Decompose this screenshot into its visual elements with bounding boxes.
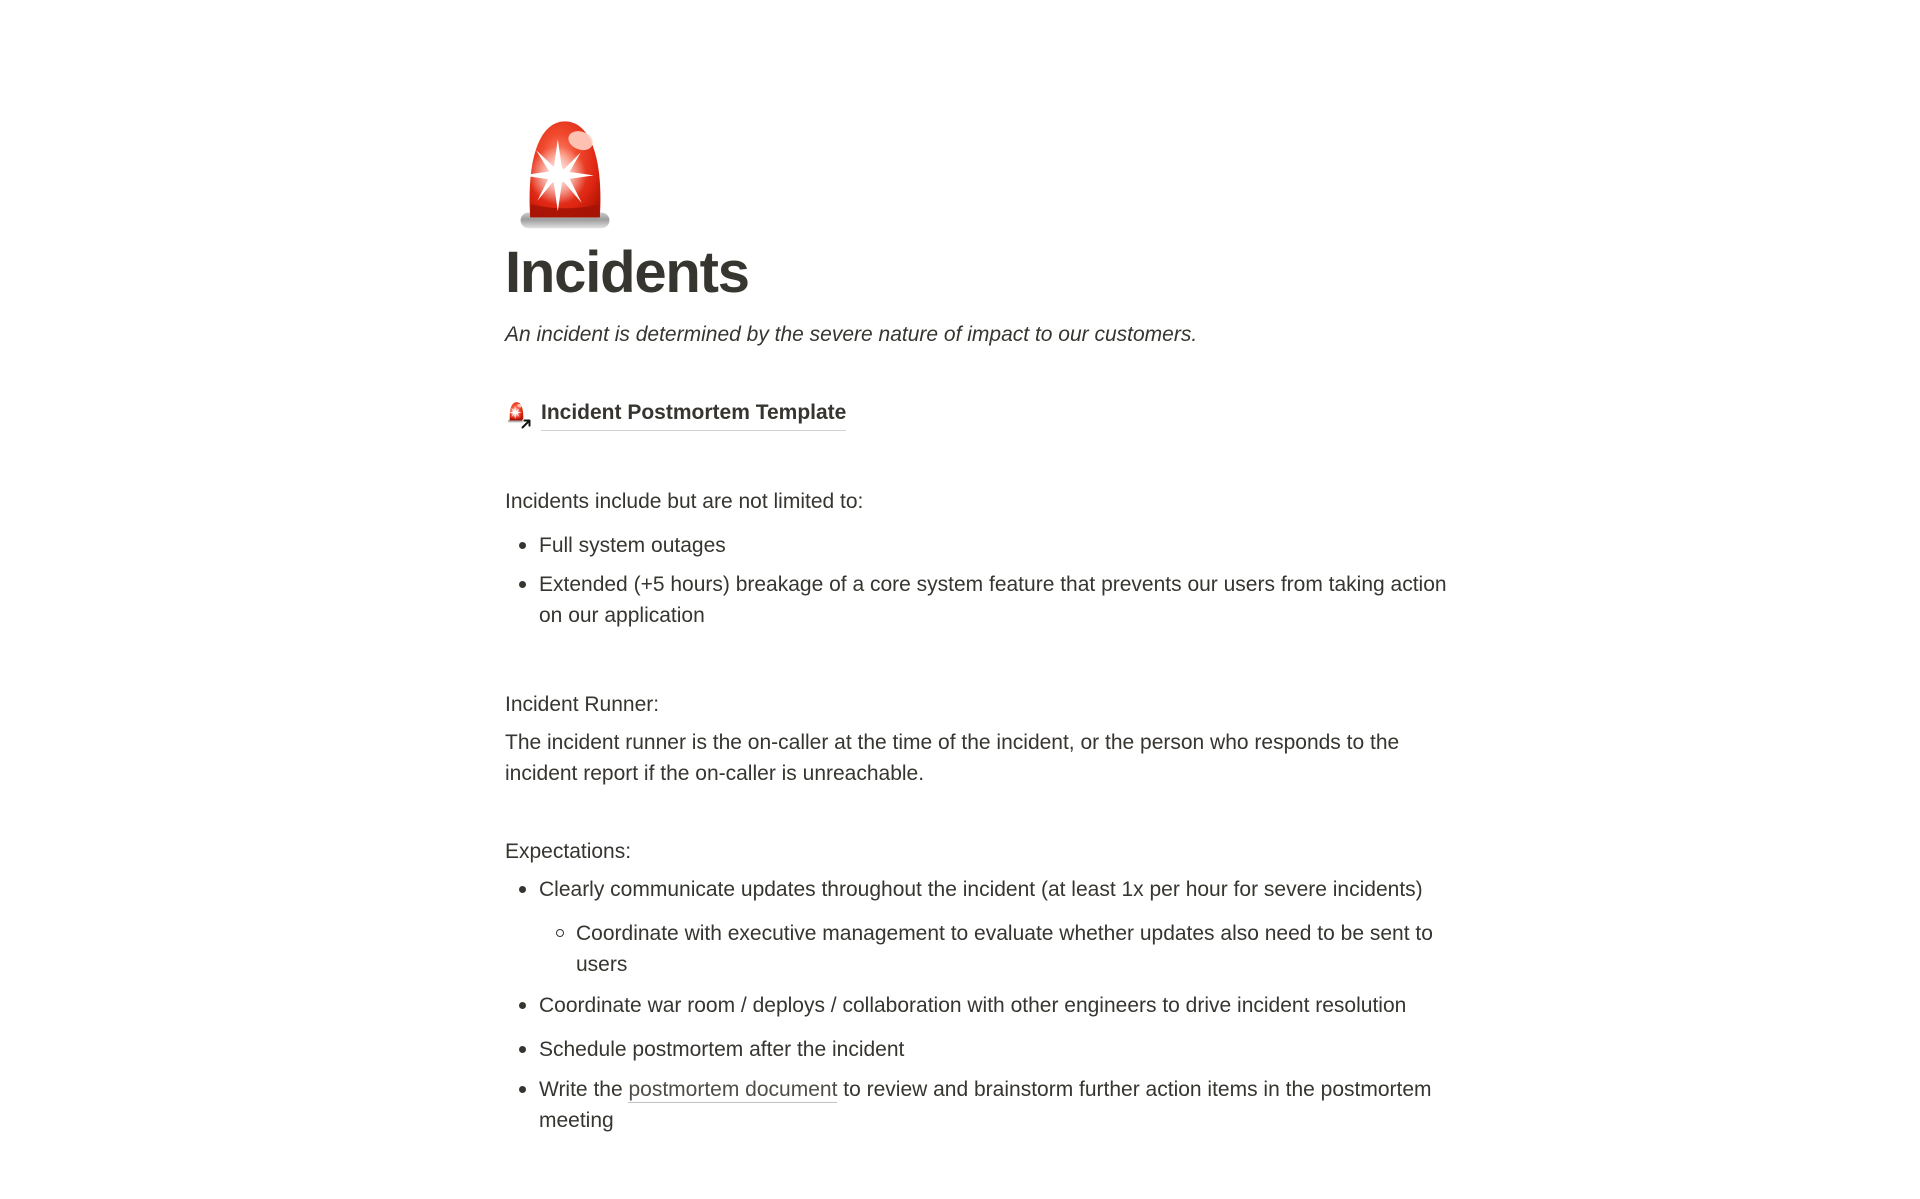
open-page-arrow-icon	[519, 417, 533, 431]
bullet-icon	[519, 581, 526, 588]
list-item-text: Coordinate with executive management to evaluate whether updates also need to be sent to users	[576, 922, 1433, 976]
list-item	[505, 569, 1465, 631]
list-item-text: Extended (+5 hours) breakage of a core system feature that prevents our users from taking action on our application	[539, 573, 1447, 627]
bullet-icon	[519, 1046, 526, 1053]
page-subtitle: An incident is determined by the severe nature of impact to our customers.	[505, 323, 1198, 346]
page-link-siren-icon	[505, 400, 531, 428]
list-item	[505, 1034, 1465, 1065]
intro-lead-text: Incidents include but are not limited to:	[505, 490, 864, 513]
expectations-label: Expectations:	[505, 840, 632, 863]
list-item-text: Coordinate war room / deploys / collaboration with other engineers to drive incident resolution	[539, 994, 1407, 1017]
list-item	[505, 874, 1465, 905]
page-link-label[interactable]: Incident Postmortem Template	[541, 397, 846, 431]
expectations-list	[505, 874, 1465, 1136]
list-item	[505, 1074, 1465, 1136]
incident-runner-label: Incident Runner:	[505, 693, 660, 716]
page-content	[505, 0, 1465, 1136]
list-item-text: Clearly communicate updates throughout the incident (at least 1x per hour for severe incidents)	[539, 878, 1423, 901]
list-subitem	[505, 918, 1465, 980]
list-item-text	[539, 1074, 1465, 1136]
intro-list	[505, 530, 1465, 631]
bullet-icon	[519, 886, 526, 893]
postmortem-document-link[interactable]: postmortem document	[628, 1078, 838, 1101]
list-item	[505, 990, 1465, 1021]
list-item-text: Full system outages	[539, 534, 726, 557]
incident-postmortem-template-link[interactable]	[505, 398, 846, 430]
list-item-text: Schedule postmortem after the incident	[539, 1038, 905, 1061]
bullet-icon	[519, 1002, 526, 1009]
page-icon-rotating-light[interactable]	[505, 113, 625, 233]
rotating-light-icon	[505, 113, 625, 233]
bullet-icon	[519, 1086, 526, 1093]
page-title[interactable]: Incidents	[505, 240, 749, 305]
hollow-bullet-icon	[556, 929, 564, 937]
write-item-prefix: Write the	[539, 1078, 629, 1101]
list-item	[505, 530, 1465, 561]
bullet-icon	[519, 542, 526, 549]
incident-runner-body: The incident runner is the on-caller at the time of the incident, or the person who responds to the incident report if the on-caller is unreachable.	[505, 731, 1400, 785]
write-item-suffix: to review and brainstorm further action items in the postmortem meeting	[539, 1078, 1432, 1132]
